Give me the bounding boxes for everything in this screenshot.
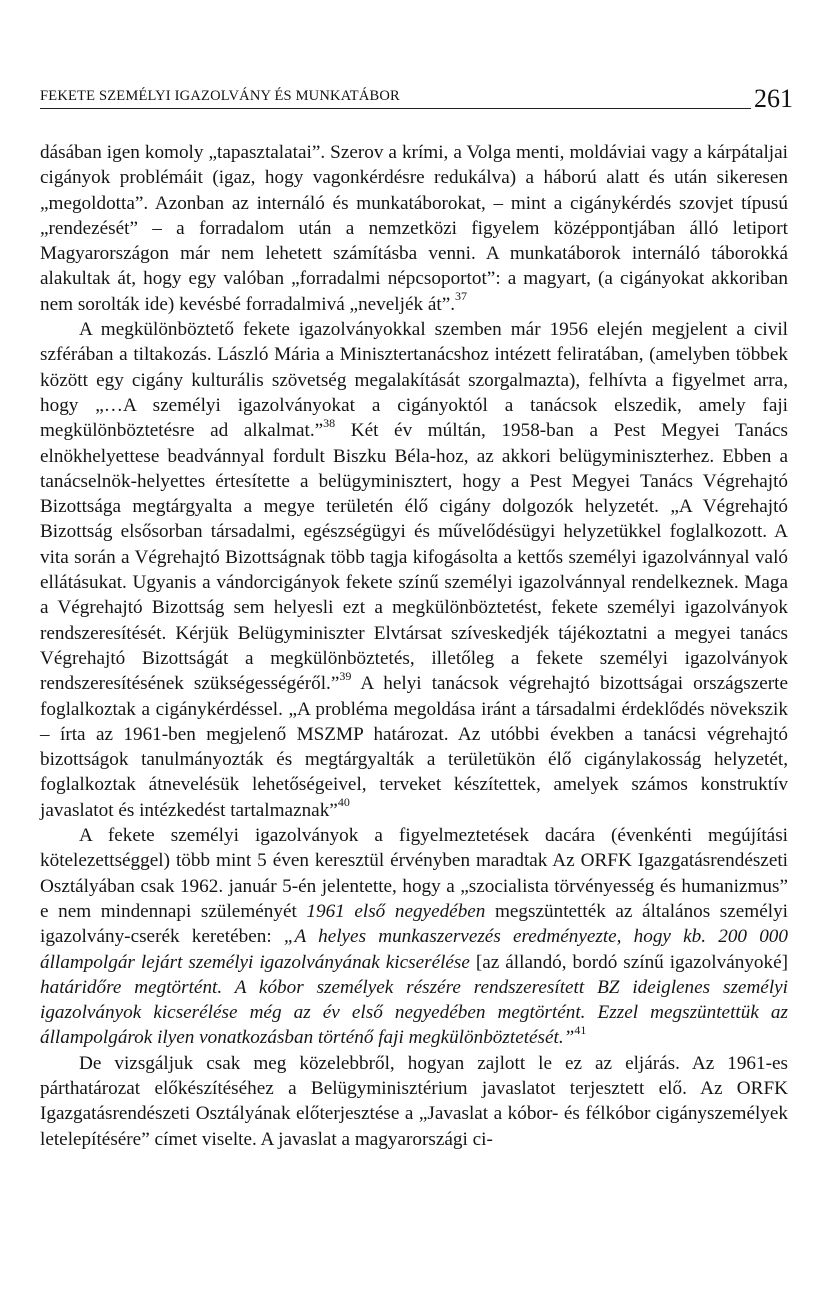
paragraph	[40, 317, 788, 823]
paragraph	[40, 1051, 788, 1152]
footnote-ref: 39	[339, 668, 352, 683]
italic-text: „A helyes munkaszervezés eredményezte, hogy kb. 200 000 állampolgár lejárt személyi igazolványának kicserélése	[40, 926, 788, 973]
text-run: De vizsgáljuk csak meg közelebbről, hogyan zajlott le ez az eljárás. Az 1961-es párthatározat előkészítéséhez a Belügyminisztérium javaslatot terjesztett elő. Az ORFK Igazgatásrendészeti Osztályának előterjesztése a „Javaslat a kóbor- és félkóbor cigányszemélyek letelepítésére” címet viselte. A javaslat a magyarországi ci-	[40, 1052, 788, 1150]
running-head: FEKETE SZEMÉLYI IGAZOLVÁNY ÉS MUNKATÁBOR	[40, 88, 400, 104]
footnote-ref: 37	[455, 289, 468, 304]
italic-text: 1961 első negyedében	[306, 900, 486, 922]
page-number: 261	[754, 84, 793, 113]
text-run: A fekete személyi igazolványok a figyelmeztetések dacára (évenkénti megújítási kötelezettséggel) több mint 5 éven keresztül érvényben maradtak Az ORFK Igazgatásrendészeti Osztályában csak 1962. január 5-én jelentette, hogy a „szocialista törvényesség és humanizmus” e nem mindennapi szüleményét	[40, 825, 788, 922]
text-run: Két év múltán, 1958-ban a Pest Megyei Tanács elnökhelyettese beadvánnyal fordult Biszku Béla-hoz, az akkori belügyminiszterhez. Ebben a tanácselnök-helyettes értesítette a belügyminisztert, hogy a Pest Megyei Tanács Végrehajtó Bizottsága megtárgyalta a megye területén élő cigány dolgozók helyzetét. „A Végrehajtó Bizottság elsősorban társadalmi, egészségügyi és művelődésügyi helyzetükkel foglalkozott. A vita során a Végrehajtó Bizottságnak több tagja kifogásolta a kettős személyi igazolvánnyal való ellátásukat. Ugyanis a vándorcigányok fekete színű személyi igazolvánnyal rendelkeznek. Maga a Végrehajtó Bizottság sem helyesli ezt a megkülönböztetést, fekete személyi igazolványok rendszeresítését. Kérjük Belügyminiszter Elvtársat szíveskedjék tájékoztatni a megyei tanács Végrehajtó Bizottságát a megkülönböztetés, illetőleg a fekete személyi igazolványok rendszeresítésének szükségességéről.”	[40, 420, 788, 695]
footnote-ref: 40	[337, 795, 350, 810]
footnote-ref: 41	[574, 1023, 587, 1037]
text-run: megszüntették az általános személyi igazolvány-cserék keretében:	[40, 900, 788, 948]
text-run: A megkülönböztető fekete igazolványokkal szemben már 1956 elején megjelent a civil szférában a tiltakozás. László Mária a Minisztertanácshoz intézett feliratában, (amelyben többek között egy cigány kulturális szövetség megalakítását szorgalmazta), felhívta a figyelmet arra, hogy „…A személyi igazolványokat a cigányoktól a tanácsok elszedik, amely faji megkülönböztetésre ad alkalmat.”	[40, 319, 788, 442]
text-run: A helyi tanácsok végrehajtó bizottságai országszerte foglalkoztak a cigánykérdéssel. „A probléma megoldása iránt a társadalmi érdeklődés növekszik – írta az 1961-ben megjelenő MSZMP határozat. Az utóbbi években a tanácsi végrehajtó bizottságok tanulmányozták és megtárgyalták a területükön élő cigánylakosság helyzetét, foglalkoztak átnevelésük lehetőségeivel, terveket készítettek, amelyek számos konstruktív javaslatot és intézkedést tartalmaznak”	[40, 673, 788, 821]
text-run: dásában igen komoly „tapasztalatai”. Szerov a krími, a Volga menti, moldáviai vagy a kárpátaljai cigányok problémáit (igaz, hogy vagonkérdésre redukálva) a háború alatt és után sikeresen „megoldotta”. Azonban az internáló és munkatáborokat, – mint a cigánykérdés szovjet típusú „rendezését” – a forradalom után a nemzetközi figyelem középpontjában álló letiport Magyarországon már nem lehetett számításba venni. A munkatáborok internáló táborokká alakultak át, hogy egy valóban „forradalmi népcsoportot”: a magyart, (a cigányokat akkoriban nem sorolták ide) kevésbé forradalmivá „neveljék át”.	[40, 142, 788, 315]
header-rule	[40, 108, 751, 109]
paragraph	[40, 140, 788, 317]
text-run: [az állandó, bordó színű igazolványoké]	[469, 951, 788, 973]
page-header	[40, 84, 793, 124]
footnote-ref: 38	[323, 415, 336, 430]
italic-text: határidőre megtörtént. A kóbor személyek részére rendszeresített BZ ideiglenes személyi igazolványok kicserélése még az év első negyedében megtörtént. Ezzel megszüntettük az állampolgárok ilyen vonatkozásban történő faji megkülönböztetését.”	[40, 976, 788, 1049]
paragraph	[40, 823, 788, 1051]
body-text	[40, 140, 788, 1152]
